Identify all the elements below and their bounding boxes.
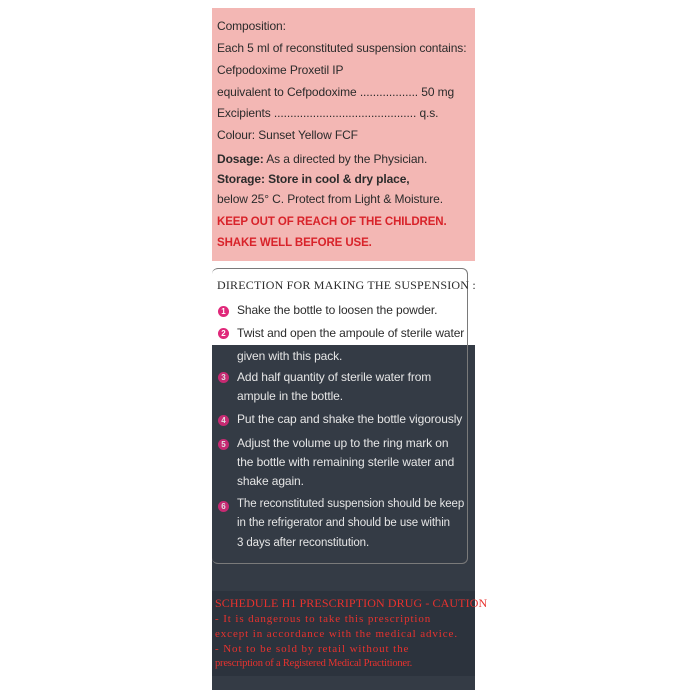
warning-children: KEEP OUT OF REACH OF THE CHILDREN. [217,216,447,228]
step-5-marker: 5 [218,439,229,450]
composition-line-4: Excipients ............................................ q.s. [217,106,439,120]
step-2-marker: 2 [218,328,229,339]
dosage-text: As a directed by the Physician. [263,152,428,166]
caution-line-3: - Not to be sold by retail without the [215,643,410,655]
step-3-text-2: ampule in the bottle. [237,389,343,403]
step-5-text-1: Adjust the volume up to the ring mark on [237,436,449,450]
step-6-text-1: The reconstituted suspension should be keep [237,498,465,510]
composition-line-3: equivalent to Cefpodoxime .................. 50 mg [217,85,455,99]
step-1-marker: 1 [218,306,229,317]
composition-line-5: Colour: Sunset Yellow FCF [217,128,358,142]
composition-heading: Composition: [217,19,286,33]
composition-line-2: Cefpodoxime Proxetil IP [217,63,344,77]
step-5-text-3: shake again. [237,474,304,488]
storage-label: Storage: Store in cool & dry place, [217,172,410,186]
dosage-line [217,152,427,166]
step-1-text: Shake the bottle to loosen the powder. [237,303,438,317]
caution-line-4: prescription of a Registered Medical Practitioner. [215,658,413,669]
step-2-text-2: given with this pack. [237,349,343,363]
step-6-text-3: 3 days after reconstitution. [237,537,370,549]
step-3-marker: 3 [218,372,229,383]
caution-line-1: - It is dangerous to take this prescription [215,613,432,625]
caution-title: SCHEDULE H1 PRESCRIPTION DRUG - CAUTION [215,596,488,610]
directions-title: DIRECTION FOR MAKING THE SUSPENSION : [217,278,476,292]
caution-line-2: except in accordance with the medical advice. [215,628,458,640]
dosage-label: Dosage: [217,152,264,166]
step-4-marker: 4 [218,415,229,426]
step-4-text: Put the cap and shake the bottle vigorously [237,412,463,426]
step-2-text-1: Twist and open the ampoule of sterile water [237,326,465,340]
step-6-text-2: in the refrigerator and should be use within [237,517,450,529]
warning-shake: SHAKE WELL BEFORE USE. [217,237,372,249]
storage-text: below 25° C. Protect from Light & Moisture. [217,192,443,206]
step-5-text-2: the bottle with remaining sterile water and [237,455,455,469]
composition-line-1: Each 5 ml of reconstituted suspension contains: [217,41,467,55]
step-6-marker: 6 [218,501,229,512]
step-3-text-1: Add half quantity of sterile water from [237,370,432,384]
